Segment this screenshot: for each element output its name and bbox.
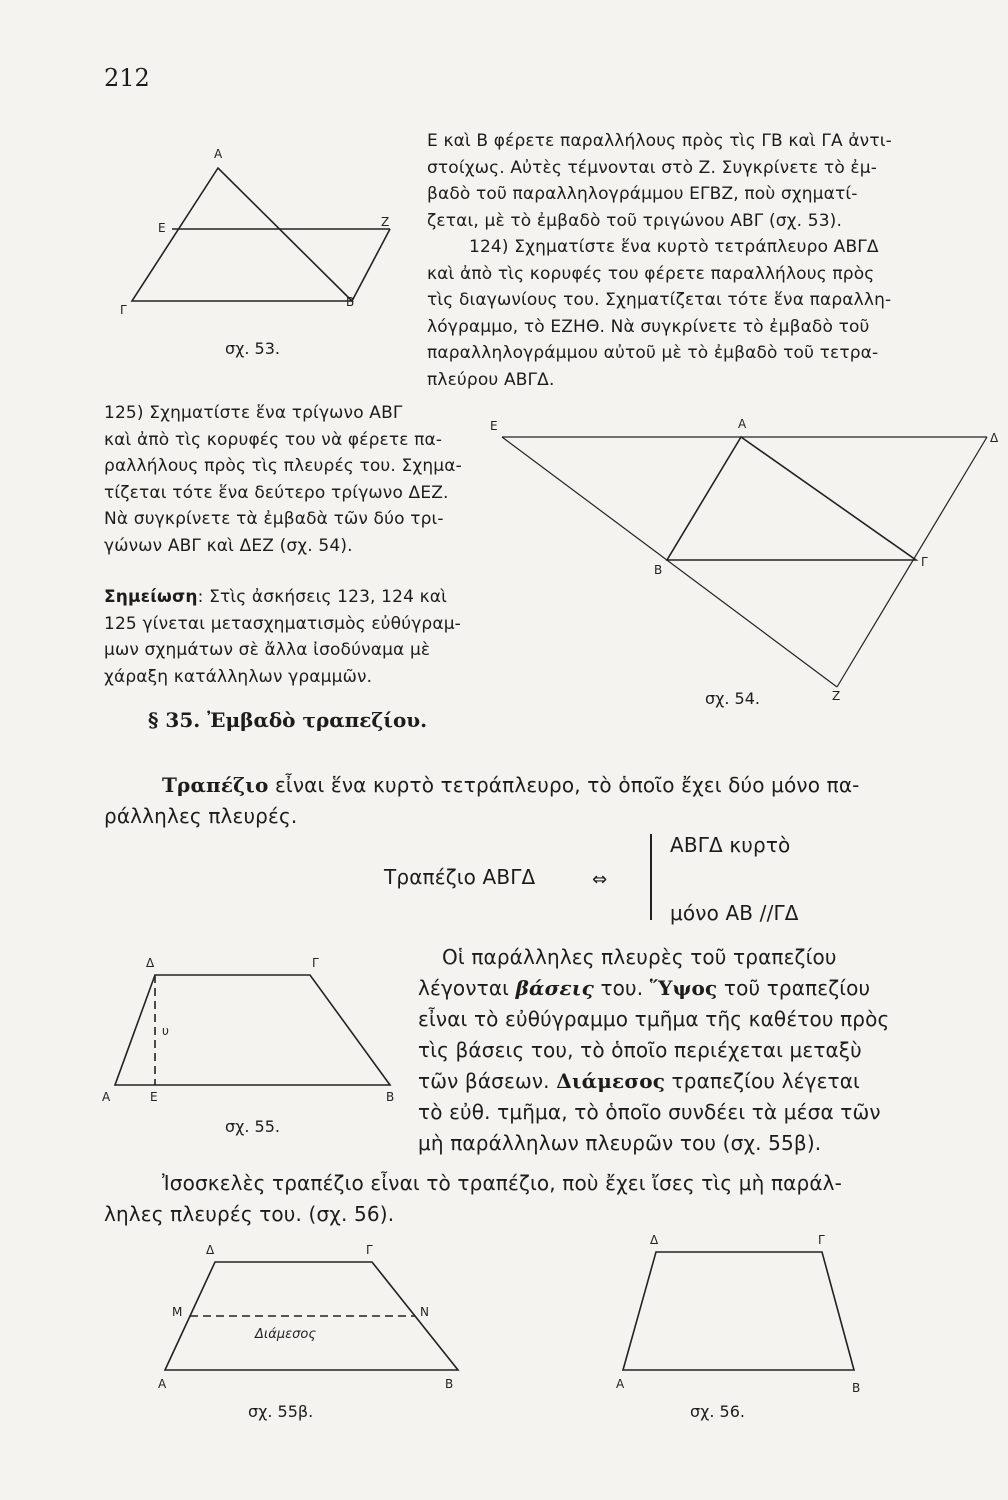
- text-line: πλεύρου ΑΒΓΔ.: [427, 369, 555, 390]
- figure-55b-caption: σχ. 55β.: [248, 1402, 314, 1421]
- text-line: μων σχημάτων σὲ ἄλλα ἰσοδύναμα μὲ: [104, 640, 431, 661]
- text-line: λόγραμμο, τὸ ΕΖΗΘ. Νὰ συγκρίνετε τὸ ἐμβαδὸ τοῦ: [427, 316, 870, 337]
- point-label: Γ: [366, 1243, 373, 1257]
- triangle-abg: [667, 437, 916, 560]
- exercise-125: [104, 400, 484, 560]
- point-label: Ζ: [381, 215, 390, 229]
- text-line: παραλληλογράμμου αὐτοῦ μὲ τὸ ἐμβαδὸ τοῦ τετρα-: [427, 343, 879, 364]
- definition-text: εἶναι ἕνα κυρτὸ τετράπλευρο, τὸ ὁποῖο ἔχει δύο μόνο πα-: [268, 773, 860, 797]
- brace-bar: [650, 834, 652, 920]
- median-label: Διάμεσος: [255, 1327, 316, 1342]
- text-line: γώνων ΑΒΓ καὶ ΔΕΖ (σχ. 54).: [104, 535, 353, 556]
- figure-54: [482, 412, 1002, 712]
- point-label: Ν: [420, 1305, 429, 1319]
- point-label: Γ: [818, 1233, 825, 1247]
- bases-paragraph: [418, 942, 938, 1159]
- text-line: χάραξη κατάλληλων γραμμῶν.: [104, 666, 373, 687]
- term-bases: βάσεις: [515, 976, 594, 1000]
- figure-55: [100, 945, 420, 1135]
- text-line: τὶς βάσεις του, τὸ ὁποῖο περιέχεται μεταξὺ: [418, 1038, 862, 1062]
- exercise-124: [427, 234, 937, 394]
- text-line: καὶ ἀπὸ τὶς κορυφές του φέρετε παραλλήλους πρὸς: [427, 263, 875, 284]
- text-line: ραλλήλους πρὸς τὶς πλευρές του. Σχημα-: [104, 456, 462, 477]
- figure-55-caption: σχ. 55.: [225, 1117, 280, 1136]
- point-label: Α: [102, 1090, 111, 1104]
- point-label: Γ: [921, 555, 928, 569]
- point-label: Β: [445, 1377, 454, 1391]
- text-line: Ἰσοσκελὲς τραπέζιο εἶναι τὸ τραπέζιο, ποὺ ἔχει ἴσες τὶς μὴ παράλ-: [162, 1171, 843, 1195]
- exercise-123-continuation: [427, 128, 937, 234]
- text-line: [418, 1066, 938, 1097]
- formula-line-2: μόνο ΑΒ //ΓΔ: [670, 901, 799, 925]
- point-label: Α: [616, 1377, 625, 1391]
- point-label: Δ: [146, 956, 155, 970]
- point-label: Δ: [990, 431, 999, 445]
- text-span: του.: [593, 976, 650, 1000]
- point-label: Ε: [158, 221, 166, 235]
- point-label: Ε: [150, 1090, 158, 1104]
- point-label: Δ: [650, 1233, 659, 1247]
- isosceles-definition: [104, 1168, 944, 1230]
- term: Τραπέζιο: [162, 773, 269, 797]
- line-ez: [502, 437, 837, 687]
- point-label: Μ: [172, 1305, 183, 1319]
- text-line: 124) Σχηματίστε ἕνα κυρτὸ τετράπλευρο ΑΒΓΔ: [469, 237, 879, 257]
- note-label: Σημείωση: [104, 587, 198, 607]
- point-label: Α: [158, 1377, 167, 1391]
- text-line: [104, 770, 944, 801]
- line-zb: [352, 229, 390, 301]
- text-line: ζεται, μὲ τὸ ἐμβαδὸ τοῦ τριγώνου ΑΒΓ (σχ. 53).: [427, 210, 843, 231]
- text-line: τὸ εὐθ. τμῆμα, τὸ ὁποῖο συνδέει τὰ μέσα τῶν: [418, 1100, 881, 1124]
- point-label: Γ: [312, 956, 319, 970]
- figure-56-caption: σχ. 56.: [690, 1402, 745, 1421]
- text-line: 125) Σχηματίστε ἕνα τρίγωνο ΑΒΓ: [104, 403, 403, 423]
- text-line: τὶς διαγωνίους του. Σχηματίζεται τότε ἕνα παραλλη-: [427, 290, 892, 311]
- text-span: τῶν βάσεων.: [418, 1069, 557, 1093]
- text-line: Οἱ παράλληλες πλευρὲς τοῦ τραπεζίου: [442, 945, 837, 969]
- text-line: Νὰ συγκρίνετε τὰ ἐμβαδὰ τῶν δύο τρι-: [104, 509, 444, 530]
- figure-53: [100, 138, 410, 368]
- text-span: τραπεζίου λέγεται: [665, 1069, 860, 1093]
- isosceles-trapezoid: [623, 1252, 854, 1370]
- text-line: τίζεται τότε ἕνα δεύτερο τρίγωνο ΔΕΖ.: [104, 482, 449, 503]
- point-label: Β: [386, 1090, 395, 1104]
- formula-line-1: ΑΒΓΔ κυρτὸ: [670, 833, 791, 857]
- note-text: : Στὶς ἀσκήσεις 123, 124 καὶ: [197, 587, 448, 607]
- line-dz: [837, 437, 987, 687]
- figure-55b: [140, 1232, 480, 1402]
- point-label: Ζ: [832, 689, 841, 703]
- point-label: Ε: [490, 419, 498, 433]
- section-title: § 35. Ἐμβαδὸ τραπεζίου.: [148, 708, 428, 732]
- point-label: Β: [852, 1381, 861, 1392]
- text-line: καὶ ἀπὸ τὶς κορυφές του νὰ φέρετε πα-: [104, 429, 443, 450]
- text-line: ληλες πλευρές του. (σχ. 56).: [104, 1202, 395, 1226]
- text-line: μὴ παράλληλων πλευρῶν του (σχ. 55β).: [418, 1131, 822, 1155]
- trapezoid: [115, 975, 390, 1085]
- point-label: Α: [738, 417, 747, 431]
- formula-left: Τραπέζιο ΑΒΓΔ: [384, 865, 536, 889]
- point-label: Δ: [206, 1243, 215, 1257]
- text-line: βαδὸ τοῦ παραλληλογράμμου ΕΓΒΖ, ποὺ σχηματί-: [427, 184, 858, 205]
- figure-54-caption: σχ. 54.: [705, 689, 760, 708]
- page-number: 212: [104, 64, 150, 92]
- point-label: Β: [346, 295, 355, 309]
- figure-56: [610, 1222, 880, 1392]
- note: [104, 584, 484, 690]
- term-median: Διάμεσος: [556, 1069, 666, 1093]
- term-height: Ὕψος: [649, 976, 718, 1000]
- point-label: Β: [654, 563, 663, 577]
- text-line: 125 γίνεται μετασχηματισμὸς εὐθύγραμ-: [104, 613, 461, 634]
- equivalence-arrow: ⇔: [592, 869, 608, 890]
- text-span: τοῦ τραπεζίου: [717, 976, 871, 1000]
- text-line: ράλληλες πλευρές.: [104, 804, 298, 828]
- point-label: Α: [214, 147, 223, 161]
- text-line: Ε καὶ Β φέρετε παραλλήλους πρὸς τὶς ΓΒ καὶ ΓΑ ἀντι-: [427, 131, 892, 151]
- point-label: Γ: [120, 303, 127, 317]
- height-label: υ: [162, 1024, 169, 1038]
- figure-53-caption: σχ. 53.: [225, 339, 280, 358]
- text-line: στοίχως. Αὐτὲς τέμνονται στὸ Ζ. Συγκρίνετε τὸ ἐμ-: [427, 157, 878, 178]
- text-span: λέγονται: [418, 976, 516, 1000]
- trapezoid-definition: [104, 770, 944, 832]
- text-line: [104, 584, 484, 611]
- text-line: εἶναι τὸ εὐθύγραμμο τμῆμα τῆς καθέτου πρὸς: [418, 1007, 890, 1031]
- text-line: [418, 973, 938, 1004]
